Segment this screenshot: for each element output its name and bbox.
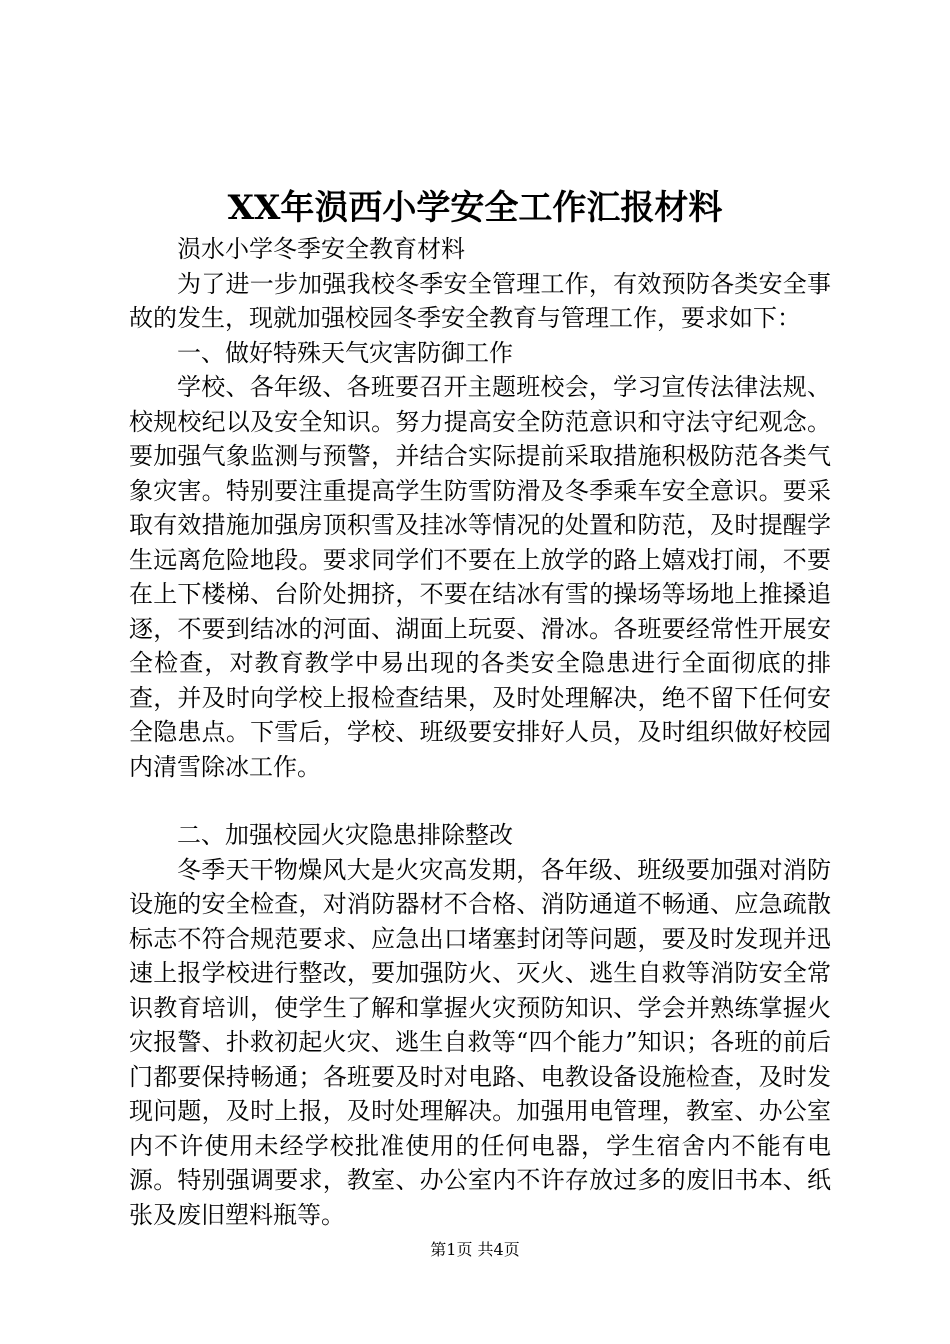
paragraph-section-2: 冬季天干物燥风大是火灾高发期，各年级、班级要加强对消防设施的安全检查，对消防器材不合格、消防通道不畅通、应急疏散标志不符合规范要求、应急出口堵塞封闭等问题，要及时发现并迅速上报学校进行整改，要加强防火、灭火、逃生自救等消防安全常识教育培训，使学生了解和掌握火灾预防知识、学会并熟练掌握火灾报警、扑救初起火灾、逃生自救等“四个能力”知识；各班的前后门都要保持畅通；各班要及时对电路、电教设备设施检查，及时发现问题，及时上报，及时处理解决。加强用电管理，教室、办公室内不许使用未经学校批准使用的任何电器，学生宿舍内不能有电源。特别强调要求，教室、办公室内不许存放过多的废旧书本、纸张及废旧塑料瓶等。 [129,855,831,1229]
paragraph-intro: 为了进一步加强我校冬季安全管理工作，有效预防各类安全事故的发生，现就加强校园冬季安全教育与管理工作，要求如下： [129,269,831,332]
section-heading-2: 二、加强校园火灾隐患排除整改 [177,821,513,849]
page-number: 第1页 共4页 [430,1240,520,1259]
section-heading-1: 一、做好特殊天气灾害防御工作 [177,338,513,367]
document-body [129,232,831,1232]
paragraph-school-name: 涢水小学冬季安全教育材料 [177,235,465,263]
paragraph-section-1: 学校、各年级、各班要召开主题班校会，学习宣传法律法规、校规校纪以及安全知识。努力提高安全防范意识和守法守纪观念。要加强气象监测与预警，并结合实际提前采取措施积极防范各类气象灾害。特别要注重提高学生防雪防滑及冬季乘车安全意识。要采取有效措施加强房顶积雪及挂冰等情况的处置和防范，及时提醒学生远离危险地段。要求同学们不要在上放学的路上嬉戏打闹，不要在上下楼梯、台阶处拥挤，不要在结冰有雪的操场等场地上推搡追逐，不要到结冰的河面、湖面上玩耍、滑冰。各班要经常性开展安全检查，对教育教学中易出现的各类安全隐患进行全面彻底的排查，并及时向学校上报检查结果，及时处理解决，绝不留下任何安全隐患点。下雪后，学校、班级要安排好人员，及时组织做好校园内清雪除冰工作。 [129,373,831,781]
document-title: XX年涢西小学安全工作汇报材料 [227,188,723,228]
